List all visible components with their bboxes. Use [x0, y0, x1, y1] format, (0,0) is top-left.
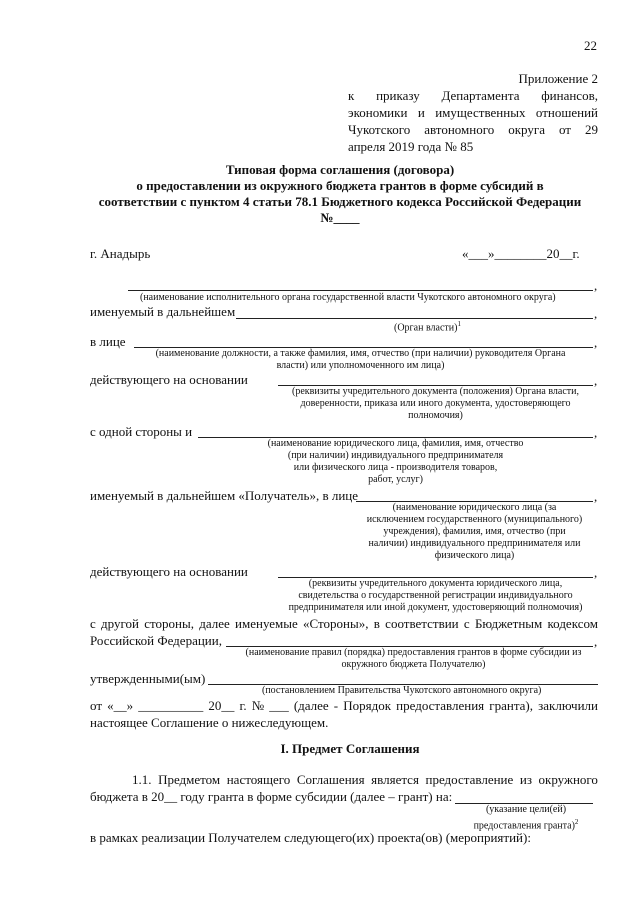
party1-caption-1: (наименование юридического лица, фамилия, имя, отчество: [267, 438, 524, 449]
word: стороны,: [144, 616, 194, 631]
word: настоящего: [226, 772, 291, 787]
basis2-caption: [268, 578, 603, 614]
word: окружного: [538, 772, 598, 787]
recipient-caption-3: учреждения), фамилия, имя, отчество (при: [383, 526, 566, 537]
basis2-caption-2: свидетельства о государственной регистрации индивидуального: [298, 590, 573, 601]
word: __________: [138, 698, 204, 713]
word: «Стороны»,: [303, 616, 369, 631]
word: Порядок: [343, 698, 392, 713]
rules-caption-1: (наименование правил (порядка) предоставления грантов в форме субсидии из: [245, 647, 582, 658]
document-title: [60, 162, 620, 226]
party1-caption-4: работ, услуг): [368, 474, 423, 485]
party1-caption-3: или физического лица - производителя товаров,: [293, 462, 498, 473]
title-line-2: о предоставлении из окружного бюджета грантов в форме субсидий в: [136, 178, 544, 193]
section-heading: I. Предмет Соглашения: [280, 741, 420, 756]
appendix-line-4: [348, 121, 598, 138]
word: 20__: [208, 698, 235, 713]
word: от: [90, 698, 103, 713]
word: (далее: [293, 698, 329, 713]
word: из: [519, 772, 532, 787]
other-party-line: [90, 616, 598, 632]
word: предоставления: [396, 698, 485, 713]
word: -: [333, 698, 339, 713]
word: финансов,: [541, 88, 598, 103]
from-line-2: настоящее Соглашение о нижеследующем.: [90, 715, 329, 730]
word: в: [373, 616, 380, 631]
basis2-caption-1: (реквизиты учредительного документа юридического лица,: [308, 578, 563, 589]
face-label: в лице: [90, 334, 126, 349]
named-caption-text: (Орган власти): [394, 322, 458, 334]
word: «__»: [107, 698, 134, 713]
word: с: [90, 616, 96, 631]
party1-caption: [198, 438, 593, 486]
comma: ,: [594, 373, 598, 388]
word: именуемые: [235, 616, 298, 631]
basis-caption-1: (реквизиты учредительного документа (положения) Органа власти,: [291, 386, 580, 397]
word: автономного: [424, 122, 495, 137]
party1-label: с одной стороны и: [90, 424, 193, 439]
goal-caption-2: предоставления гранта): [473, 820, 575, 832]
basis-caption-3: полномочия): [408, 410, 463, 421]
title-line-4: №____: [320, 210, 360, 225]
approved-label: утвержденными(ым): [90, 671, 206, 686]
word: заключили: [538, 698, 598, 713]
word: имущественных: [435, 105, 526, 120]
goal-caption-1: (указание цели(ей): [485, 804, 567, 815]
rules-caption: [226, 647, 601, 671]
paragraph-1-1-line-2: бюджета в 20__ году гранта в форме субсидии (далее – грант) на:: [90, 789, 453, 804]
recipient-caption-5: физического лица): [434, 550, 515, 561]
paragraph-1-1-line-1: [132, 772, 598, 788]
appendix-block: [348, 70, 598, 155]
appendix-line-1: Приложение 2: [518, 71, 598, 86]
comma: ,: [594, 335, 598, 350]
word: к: [348, 88, 355, 103]
recipient-caption-2: исключением государственного (муниципального): [366, 514, 583, 525]
word: с: [463, 616, 470, 631]
basis-caption-2: доверенности, приказа или иного документа, удостоверяющего: [300, 398, 571, 409]
basis2-caption-3: предпринимателя или иной документ, удостоверяющий полномочия): [288, 602, 583, 613]
approved-caption: (постановлением Правительства Чукотского автономного округа): [262, 685, 542, 696]
comma: ,: [594, 306, 598, 321]
paragraph-1-1-line-3: в рамках реализации Получателем следующего(их) проекта(ов) (мероприятий):: [90, 830, 531, 845]
word: является: [371, 772, 419, 787]
word: приказу: [376, 88, 420, 103]
rf-label: Российской Федерации,: [90, 633, 222, 648]
basis2-label: действующего на основании: [90, 564, 248, 579]
word: другой: [101, 616, 139, 631]
word: и: [417, 105, 425, 120]
party1-caption-2: (при наличии) индивидуального предпринимателя: [287, 450, 504, 461]
recipient-caption: [356, 502, 593, 562]
word: г.: [239, 698, 247, 713]
basis-caption: [278, 386, 593, 422]
from-line: [90, 698, 598, 714]
word: 1.1.: [132, 772, 152, 787]
word: Бюджетным: [474, 616, 543, 631]
word: гранта),: [489, 698, 534, 713]
named-caption: [394, 318, 461, 334]
footnote-mark: 1: [457, 320, 461, 328]
comma: ,: [594, 565, 598, 580]
date-field[interactable]: «___»________20__г.: [462, 246, 580, 261]
recipient-caption-1: (наименование юридического лица (за: [392, 502, 557, 513]
comma: ,: [594, 634, 598, 649]
word: 29: [584, 122, 598, 137]
goal-caption: [452, 804, 600, 832]
word: предоставление: [425, 772, 514, 787]
word: Соглашения: [296, 772, 365, 787]
title-line-3: соответствии с пунктом 4 статьи 78.1 Бюджетного кодекса Российской Федерации: [98, 194, 582, 209]
rules-caption-2: окружного бюджета Получателю): [341, 659, 486, 670]
title-line-1: Типовая форма соглашения (договора): [225, 162, 455, 177]
appendix-line-5: апреля 2019 года № 85: [348, 139, 474, 154]
comma: ,: [594, 489, 598, 504]
named-label: именуемый в дальнейшем: [90, 304, 236, 319]
comma: ,: [594, 425, 598, 440]
city: г. Анадырь: [90, 246, 151, 261]
appendix-line-3: [348, 104, 598, 121]
word: далее: [199, 616, 230, 631]
word: №: [251, 698, 265, 713]
recipient-label: именуемый в дальнейшем «Получатель», в лице: [90, 488, 359, 503]
word: экономики: [348, 105, 408, 120]
word: кодексом: [547, 616, 598, 631]
word: Предметом: [158, 772, 221, 787]
organ-name-caption: (наименование исполнительного органа государственной власти Чукотского автономного округа): [140, 292, 556, 303]
face-caption: [128, 348, 593, 372]
word: округа: [508, 122, 545, 137]
word: Департамента: [441, 88, 520, 103]
word: от: [558, 122, 571, 137]
word: отношений: [535, 105, 598, 120]
appendix-line-2: [348, 87, 598, 104]
word: Чукотского: [348, 122, 411, 137]
face-caption-1: (наименование должности, а также фамилия, имя, отчество (при наличии) руководителя Органа: [155, 348, 566, 359]
comma: ,: [594, 278, 598, 293]
word: ___: [269, 698, 289, 713]
basis-label: действующего на основании: [90, 372, 248, 387]
footnote-mark: 2: [574, 818, 579, 826]
word: соответствии: [385, 616, 459, 631]
face-caption-2: власти) или уполномоченного им лица): [276, 360, 445, 371]
page-number: 22: [584, 38, 597, 53]
organ-name-line[interactable]: [128, 290, 593, 291]
recipient-caption-4: наличии) индивидуального предпринимателя или: [368, 538, 581, 549]
